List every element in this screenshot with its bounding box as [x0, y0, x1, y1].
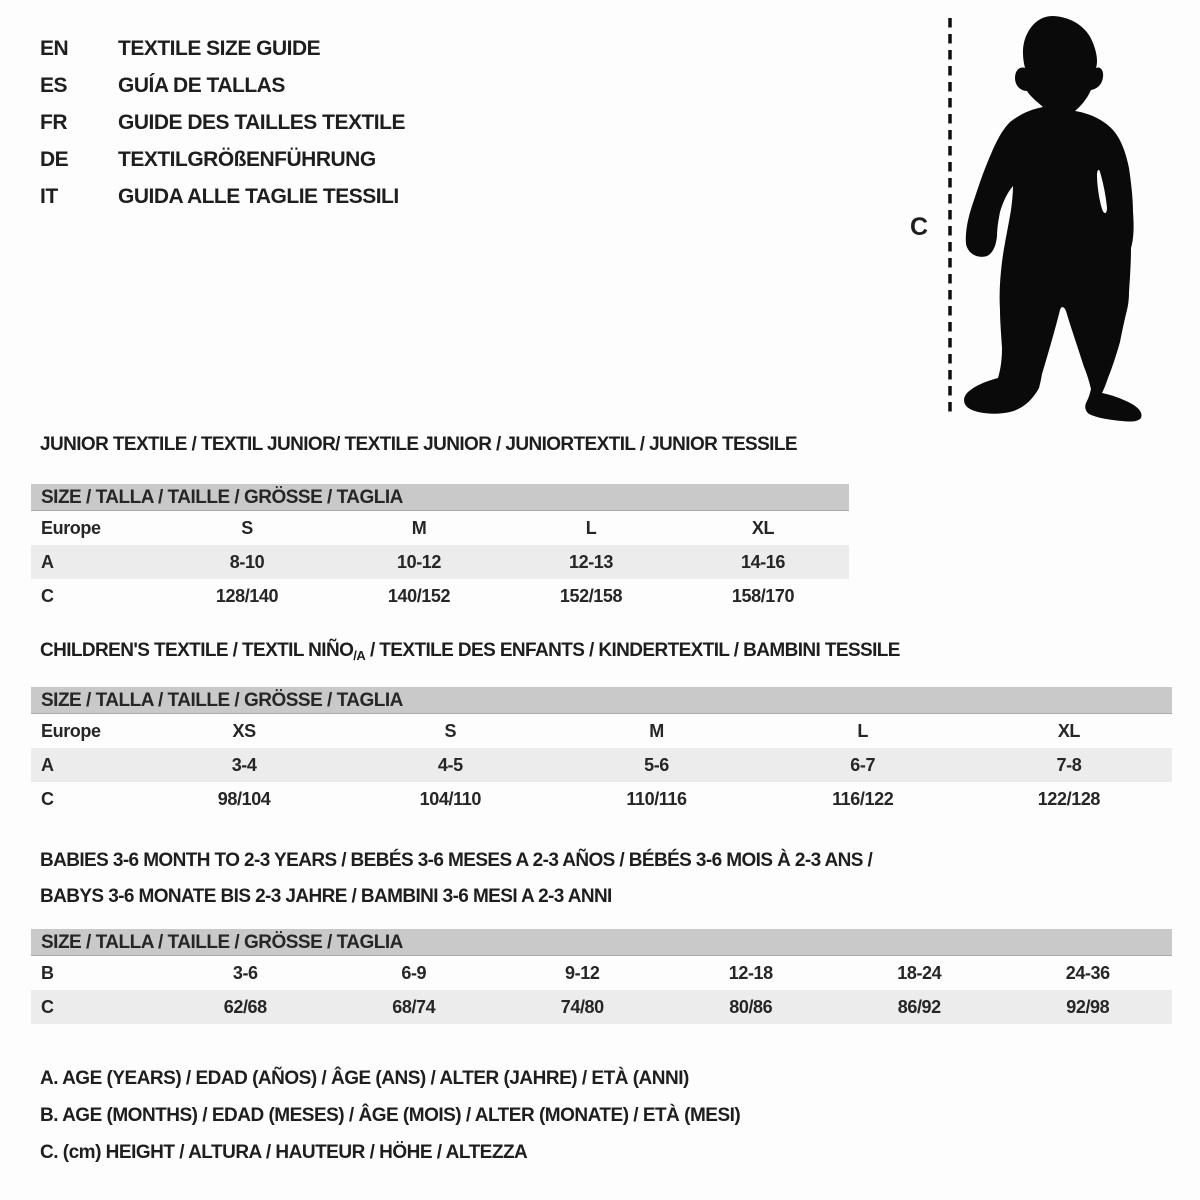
row-label: Europe [41, 721, 101, 741]
language-code: EN [40, 37, 69, 60]
language-title: TEXTILGRÖßENFÜHRUNG [118, 148, 376, 171]
height-cell: 140/152 [387, 586, 451, 606]
babies-section-heading [40, 843, 872, 915]
size-cell: XS [232, 721, 256, 741]
children-heading-prefix: CHILDREN'S TEXTILE / TEXTIL NIÑO [40, 640, 354, 661]
language-title: GUÍA DE TALLAS [118, 74, 285, 97]
children-size-table [31, 687, 1172, 816]
language-code: DE [40, 148, 69, 171]
legend-line-b: B. AGE (MONTHS) / EDAD (MESES) / ÂGE (MOIS) / ALTER (MONATE) / ETÀ (MESI) [40, 1105, 741, 1126]
table-row-age [31, 545, 849, 579]
age-cell: 10-12 [396, 552, 442, 572]
months-cell: 9-12 [565, 963, 600, 983]
size-cell: XL [1057, 721, 1081, 741]
age-cell: 7-8 [1056, 755, 1082, 775]
language-code: IT [40, 185, 58, 208]
months-cell: 3-6 [232, 963, 258, 983]
size-cell: S [444, 721, 457, 741]
row-label: Europe [41, 518, 101, 538]
baby-silhouette [964, 16, 1141, 422]
language-row-es [40, 67, 405, 104]
age-cell: 8-10 [229, 552, 265, 572]
legend-line-a: A. AGE (YEARS) / EDAD (AÑOS) / ÂGE (ANS) / ALTER (JAHRE) / ETÀ (ANNI) [40, 1068, 689, 1089]
language-title: GUIDE DES TAILLES TEXTILE [118, 111, 405, 134]
age-cell: 12-13 [568, 552, 614, 572]
height-cell: 116/122 [832, 789, 894, 809]
size-cell: L [857, 721, 869, 741]
language-code: FR [40, 111, 67, 134]
language-title: GUIDA ALLE TAGLIE TESSILI [118, 185, 399, 208]
size-header-bar: SIZE / TALLA / TAILLE / GRÖSSE / TAGLIA [31, 687, 1172, 714]
size-header-bar: SIZE / TALLA / TAILLE / GRÖSSE / TAGLIA [31, 929, 1172, 956]
height-measure-label: C [910, 213, 929, 241]
baby-silhouette-graphic [900, 8, 1162, 423]
row-label: A [41, 552, 54, 572]
row-label: C [41, 586, 54, 606]
language-row-en [40, 30, 405, 67]
months-cell: 24-36 [1065, 963, 1110, 983]
height-cell: 158/170 [731, 586, 795, 606]
size-cell: M [649, 721, 664, 741]
row-label: A [41, 755, 54, 775]
height-cell: 98/104 [217, 789, 271, 809]
age-cell: 6-7 [850, 755, 876, 775]
table-row-height [31, 782, 1172, 816]
height-cell: 104/110 [419, 789, 481, 809]
language-row-fr [40, 104, 405, 141]
height-cell: 110/116 [626, 789, 687, 809]
months-cell: 18-24 [897, 963, 942, 983]
size-cell: M [411, 518, 427, 538]
size-cell: L [585, 518, 597, 538]
junior-section-heading: JUNIOR TEXTILE / TEXTIL JUNIOR/ TEXTILE JUNIOR / JUNIORTEXTIL / JUNIOR TESSILE [40, 434, 797, 455]
legend-line-c: C. (cm) HEIGHT / ALTURA / HAUTEUR / HÖHE / ALTEZZA [40, 1142, 528, 1163]
size-cell: XL [751, 518, 775, 538]
months-cell: 12-18 [728, 963, 773, 983]
table-row-height [31, 579, 849, 613]
height-cell: 86/92 [897, 997, 941, 1017]
height-cell: 92/98 [1066, 997, 1110, 1017]
junior-size-table [31, 484, 849, 613]
height-cell: 152/158 [559, 586, 623, 606]
babies-heading-line2: BABYS 3-6 MONATE BIS 2-3 JAHRE / BAMBINI 3-6 MESI A 2-3 ANNI [40, 886, 612, 907]
height-cell: 128/140 [215, 586, 279, 606]
language-row-de [40, 141, 405, 178]
table-row-europe [31, 714, 1172, 748]
age-cell: 5-6 [644, 755, 669, 775]
age-cell: 4-5 [437, 755, 463, 775]
height-cell: 80/86 [729, 997, 773, 1017]
size-cell: S [241, 518, 253, 538]
children-heading-suffix: / TEXTILE DES ENFANTS / KINDERTEXTIL / BAMBINI TESSILE [365, 640, 900, 661]
table-row-europe [31, 511, 849, 545]
table-row-height [31, 990, 1172, 1024]
row-label: C [41, 997, 54, 1017]
height-cell: 68/74 [392, 997, 436, 1017]
size-header-bar: SIZE / TALLA / TAILLE / GRÖSSE / TAGLIA [31, 484, 849, 511]
row-label: C [41, 789, 54, 809]
table-row-age [31, 748, 1172, 782]
table-row-months [31, 956, 1172, 990]
age-cell: 3-4 [231, 755, 257, 775]
height-cell: 74/80 [560, 997, 604, 1017]
language-title: TEXTILE SIZE GUIDE [118, 37, 321, 60]
months-cell: 6-9 [401, 963, 427, 983]
age-cell: 14-16 [740, 552, 786, 572]
legend [40, 1060, 740, 1171]
babies-size-table [31, 929, 1172, 1024]
row-label: B [41, 963, 54, 983]
language-code: ES [40, 74, 68, 97]
height-cell: 122/128 [1037, 789, 1101, 809]
height-cell: 62/68 [223, 997, 267, 1017]
babies-heading-line1: BABIES 3-6 MONTH TO 2-3 YEARS / BEBÉS 3-6 MESES A 2-3 AÑOS / BÉBÉS 3-6 MOIS À 2-3 ANS / [40, 850, 873, 871]
language-row-it [40, 178, 405, 215]
baby-figure [900, 8, 1162, 423]
children-section-heading [40, 640, 900, 663]
language-list [40, 30, 405, 215]
children-heading-sub: /A [353, 648, 366, 663]
